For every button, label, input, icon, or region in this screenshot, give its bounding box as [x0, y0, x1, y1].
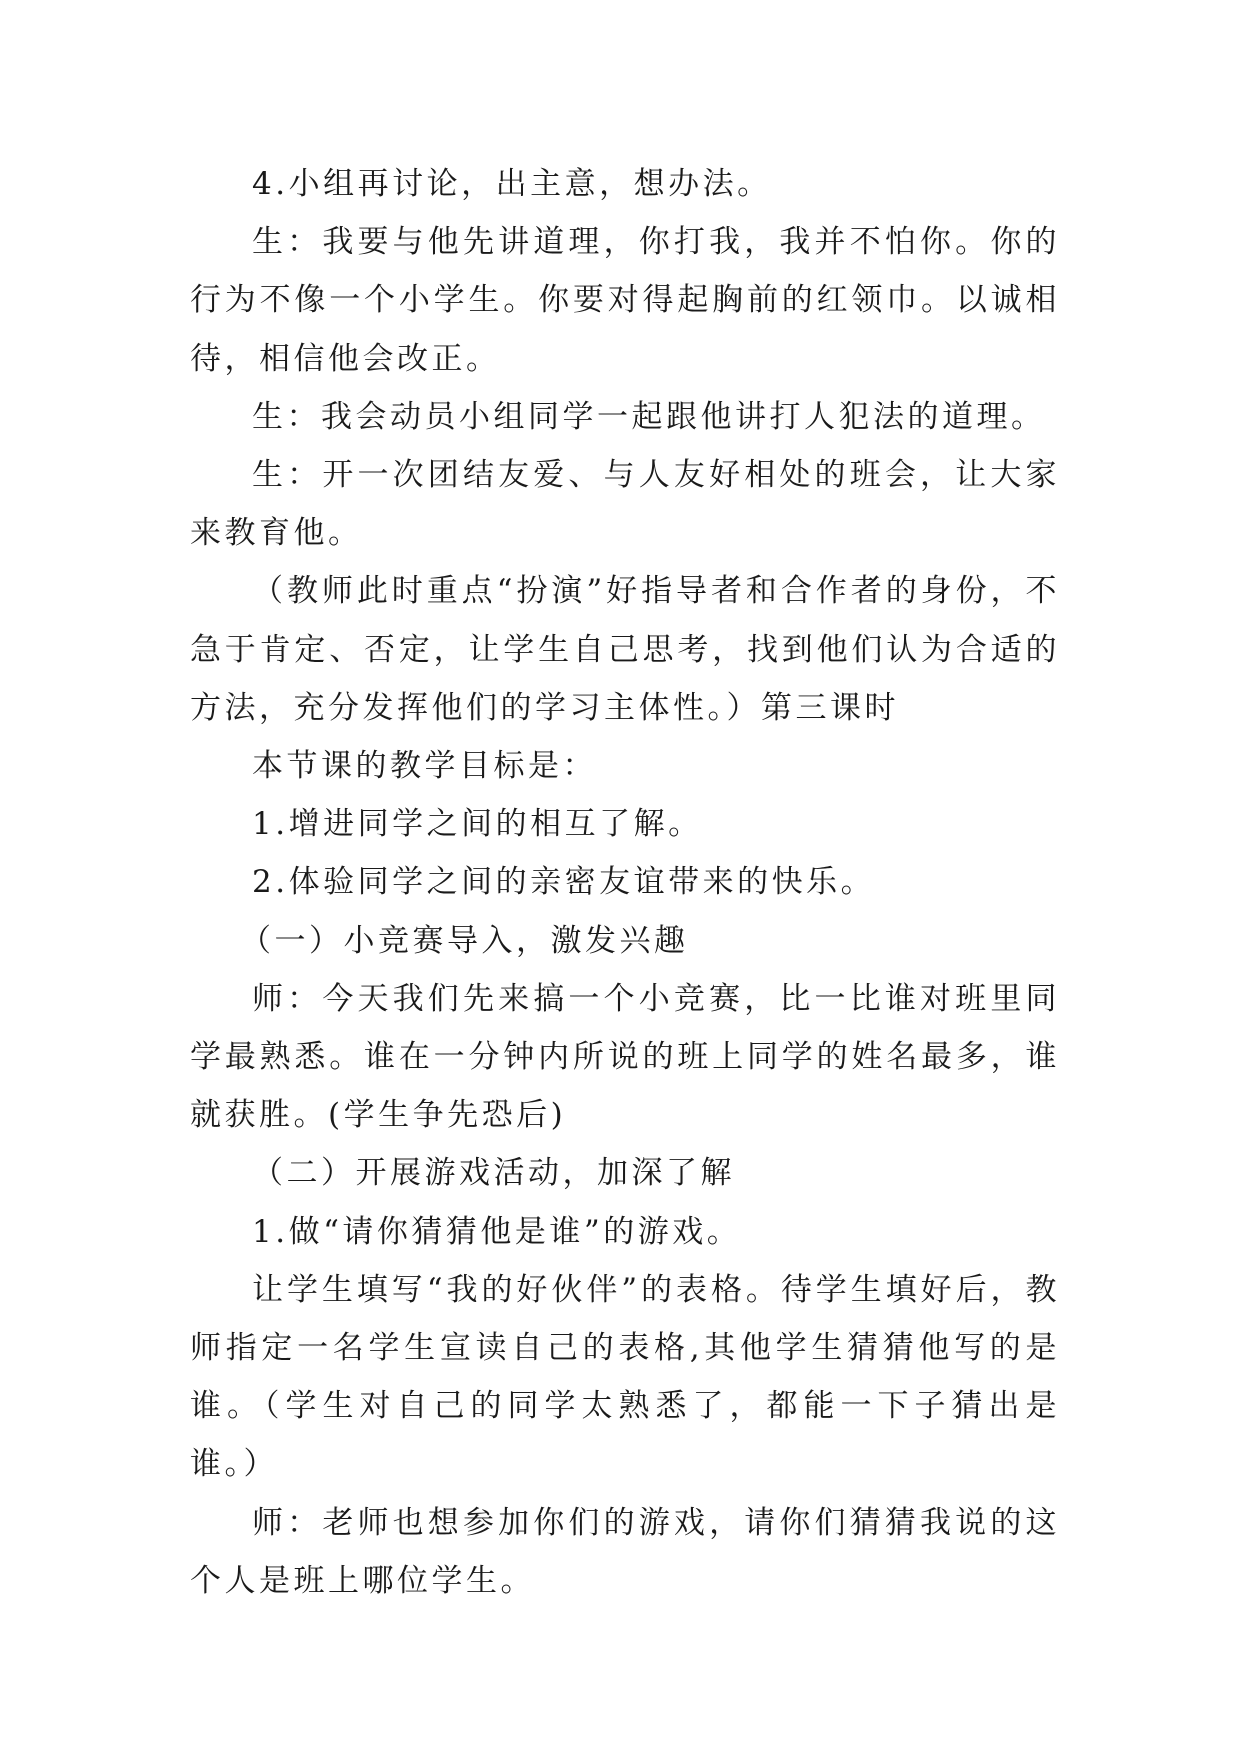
paragraph-game-instructions: 让学生填写“我的好伙伴”的表格。待学生填好后，教师指定一名学生宣读自己的表格,其他学生猜猜他写的是谁。（学生对自己的同学太熟悉了，都能一下子猜出是谁。）	[190, 1271, 1060, 1483]
paragraph-teacher-contest: 师：今天我们先来搞一个小竞赛，比一比谁对班里同学最熟悉。谁在一分钟内所说的班上同学的姓名最多，谁就获胜。(学生争先恐后)	[190, 980, 1060, 1134]
section-heading-1: （一）小竞赛导入，激发兴趣	[240, 922, 689, 959]
paragraph-step-4: 4.小组再讨论，出主意，想办法。	[252, 166, 772, 202]
paragraph-objectives-heading: 本节课的教学目标是：	[252, 748, 597, 785]
paragraph-teacher-join: 师：老师也想参加你们的游戏，请你们猜猜我说的这个人是班上哪位学生。	[190, 1504, 1060, 1599]
paragraph-objective-1: 1.增进同学之间的相互了解。	[252, 806, 703, 843]
paragraph-student-reply-2: 生：我会动员小组同学一起跟他讲打人犯法的道理。	[252, 398, 1046, 435]
section-heading-2: （二）开展游戏活动，加深了解	[252, 1155, 735, 1192]
paragraph-teacher-note: （教师此时重点“扮演”好指导者和合作者的身份，不急于肯定、否定，让学生自己思考，找到他们认为合适的方法，充分发挥他们的学习主体性。）第三课时	[190, 573, 1060, 726]
paragraph-objective-2: 2.体验同学之间的亲密友谊带来的快乐。	[252, 864, 876, 901]
document-page	[190, 155, 1060, 1610]
paragraph-game-1: 1.做“请你猜猜他是谁”的游戏。	[252, 1213, 742, 1250]
paragraph-student-reply-1: 生：我要与他先讲道理，你打我，我并不怕你。你的行为不像一个小学生。你要对得起胸前的红领巾。以诚相待，相信他会改正。	[190, 224, 1060, 377]
paragraph-student-reply-3: 生：开一次团结友爱、与人友好相处的班会，让大家来教育他。	[190, 457, 1060, 552]
